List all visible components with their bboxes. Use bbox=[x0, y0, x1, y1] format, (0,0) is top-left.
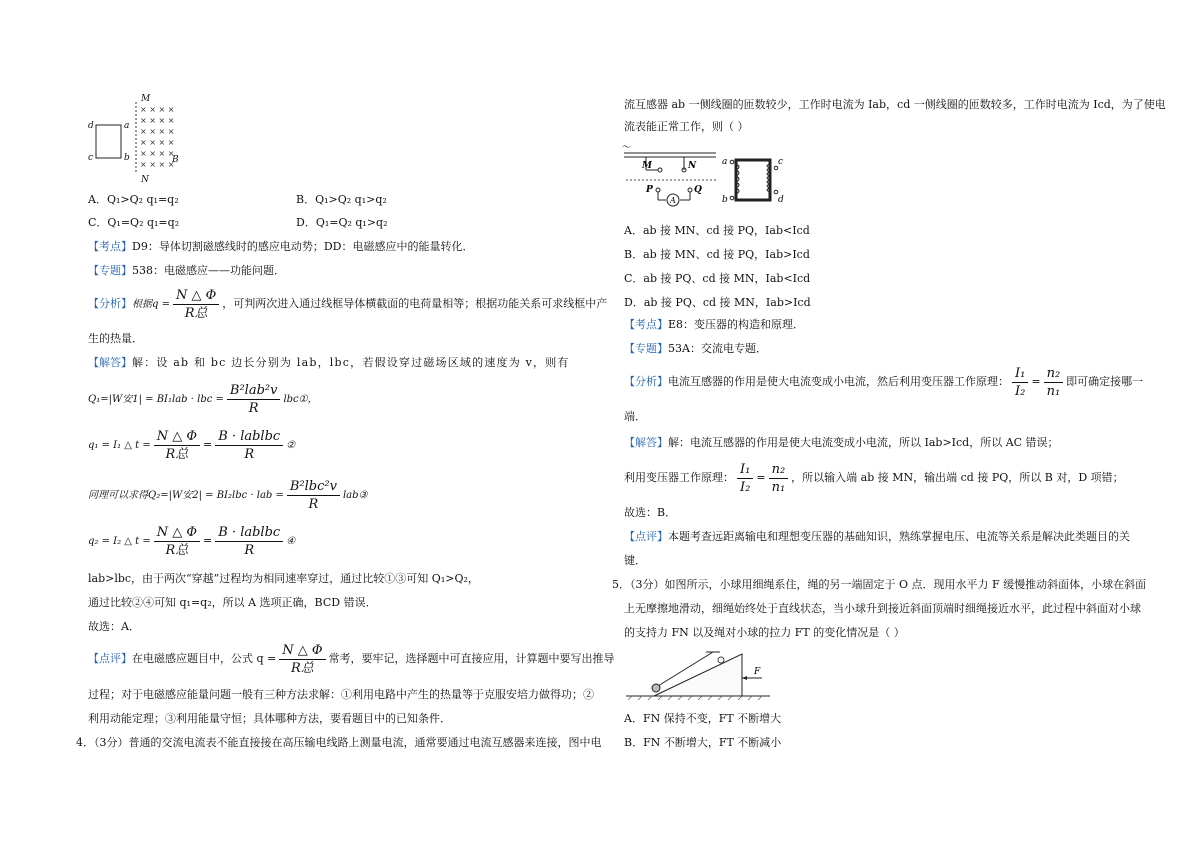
zhuanti-tag: 【专题】 bbox=[624, 342, 668, 355]
numerator: B²lbc²v bbox=[287, 478, 340, 496]
question-5-stem-3: 的支持力 FN 以及绳对小球的拉力 FT 的变化情况是（ ） bbox=[624, 626, 905, 639]
fraction-b2lab2v bbox=[227, 382, 281, 417]
denominator: R总 bbox=[165, 446, 189, 462]
question-5-stem-2: 上无摩擦地滑动，细绳始终处于直线状态，当小球升到接近斜面顶端时细绳接近水平，此过程中斜面对小球 bbox=[624, 602, 1141, 615]
dianping-tag: 【点评】 bbox=[88, 652, 132, 665]
eq-q2-lead: 同理可以求得Q₂=|W安2| = BI₂lbc · lab = bbox=[88, 490, 284, 501]
label-c: c bbox=[778, 157, 784, 167]
numerator: B · lablbc bbox=[215, 524, 283, 542]
dianping-text: 本题考查远距离输电和理想变压器的基础知识，熟练掌握电压、电流等关系是解决此类题目的关 bbox=[668, 530, 1130, 543]
kaodian-line bbox=[88, 240, 473, 254]
label-n: N bbox=[141, 175, 149, 184]
fraction-n2-n1 bbox=[1044, 365, 1064, 400]
label-n: N bbox=[688, 161, 697, 171]
q4-answer-line: 故选：B． bbox=[624, 506, 677, 519]
label-d: d bbox=[88, 121, 94, 131]
option-d: D．Q₁=Q₂ q₁>q₂ bbox=[296, 216, 388, 229]
equation-q1 bbox=[88, 378, 318, 421]
svg-text:× × × ×: × × × × bbox=[140, 160, 175, 169]
fenxi-post: ，可判两次进入通过线框导体横截面的电荷量相等；根据功能关系可求线框中产 bbox=[222, 297, 608, 310]
label-m: M bbox=[141, 94, 151, 104]
q4-option-c: C．ab 接 PQ、cd 接 MN，Iab<Icd bbox=[624, 272, 811, 285]
question-4-stem: 4．（3分）普通的交流电流表不能直接接在高压输电线路上测量电流，通常要通过电流互感器来连接，图中电 bbox=[76, 736, 602, 749]
denominator: R总 bbox=[291, 660, 314, 676]
fenxi-line bbox=[88, 284, 607, 325]
jieda-text: 解：电流互感器的作用是使大电流变成小电流，所以 Iab>Icd，所以 AC 错误； bbox=[668, 436, 1059, 449]
dianping-line-2: 过程；对于电磁感应能量问题一般有三种方法求解：①利用电路中产生的热量等于克服安培力做得功；② bbox=[88, 688, 594, 701]
equation-qb: q₂ = I₂ △ t = $\frac{N \triangle \Phi}{\text{R总}}$ = $\frac{\text{B · lablbc}}{R}$ ④ bbox=[88, 524, 296, 558]
eq-qa-post: ② bbox=[286, 440, 296, 451]
fraction-blablbc-2 bbox=[215, 524, 283, 559]
svg-text:× × × ×: × × × × bbox=[140, 149, 175, 158]
fraction-ndphi bbox=[154, 428, 200, 463]
q4-option-b: B．ab 接 MN、cd 接 PQ，Iab>Icd bbox=[624, 248, 810, 261]
eq-q1-post: lbc①， bbox=[283, 394, 318, 405]
q4-jieda-line-2: 利用变压器工作原理： $\frac{\text{I₁}}{\text{I₂}}$ = $\frac{\text{n₂}}{\text{n₁}}$ ，所以输入端 ab 接 MN，输出端 cd 接 PQ，所以 B 对，D 项错； bbox=[624, 461, 1124, 495]
denominator: R总 bbox=[165, 542, 189, 558]
kaodian-tag: 【考点】 bbox=[88, 240, 132, 253]
jieda-tag: 【解答】 bbox=[88, 356, 132, 369]
dianping-post: 常考，要牢记，选择题中可直接应用，计算题中要写出推导 bbox=[328, 652, 615, 665]
compare-line-2: 通过比较②④可知 q₁=q₂，所以 A 选项正确，BCD 错误． bbox=[88, 596, 377, 609]
current-transformer-figure bbox=[620, 140, 800, 216]
dianping-pre: 在电磁感应题目中，公式 q = bbox=[132, 652, 277, 665]
q4-dianping-line bbox=[624, 530, 1130, 544]
q4-jieda-line bbox=[624, 436, 1059, 450]
eq-q1-pre: Q₁=|W安1| = BI₁l bbox=[88, 394, 176, 405]
numerator: N △ Φ bbox=[173, 287, 219, 305]
jieda-text: 解：设 ab 和 bc 边长分别为 lab，lbc，若假设穿过磁场区域的速度为 v，则有 bbox=[132, 356, 570, 369]
equation-qa: q₁ = I₁ △ t = $\frac{N \triangle \Phi}{\text{R总}}$ = $\frac{\text{B · lablbc}}{R}$ ② bbox=[88, 428, 296, 462]
equation-q2 bbox=[88, 474, 368, 517]
label-a: a bbox=[722, 157, 728, 167]
fraction-ndphi-rzong bbox=[173, 287, 219, 322]
incline-ball-figure bbox=[624, 646, 774, 704]
svg-text:× × × ×: × × × × bbox=[140, 105, 175, 114]
kaodian-tag: 【考点】 bbox=[624, 318, 668, 331]
svg-text:× × × ×: × × × × bbox=[140, 116, 175, 125]
compare-line-1: lab>lbc，由于两次“穿越”过程均为相同速率穿过，通过比较①③可知 Q₁>Q₂， bbox=[88, 572, 479, 585]
eq-qb-pre: q₂ = I₂ △ t = bbox=[88, 536, 151, 547]
svg-text:× × × ×: × × × × bbox=[140, 138, 175, 147]
eq-qa-pre: q₁ = I₁ △ t = bbox=[88, 440, 151, 451]
numerator: N △ Φ bbox=[279, 642, 325, 660]
jieda2-pre: 利用变压器工作原理： bbox=[624, 471, 734, 484]
question-4-stem-2: 流互感器 ab 一侧线圈的匝数较少，工作时电流为 Iab，cd 一侧线圈的匝数较多，工作时电流为 Icd，为了使电 bbox=[624, 98, 1166, 111]
eq-q1-mid: ab · lbc = bbox=[175, 394, 224, 405]
fenxi-post: 即可确定接哪一 bbox=[1066, 375, 1144, 388]
fraction-i1-i2-2 bbox=[737, 461, 753, 496]
ammeter-label: A bbox=[670, 196, 676, 205]
fraction-n2-n1-2 bbox=[769, 461, 789, 496]
jieda2-post: ，所以输入端 ab 接 MN，输出端 cd 接 PQ，所以 B 对，D 项错； bbox=[791, 471, 1124, 484]
kaodian-text: E8：变压器的构造和原理． bbox=[668, 318, 805, 331]
magnetic-field-figure bbox=[86, 92, 196, 184]
q5-option-b: B．FN 不断增大，FT 不断减小 bbox=[624, 736, 782, 749]
zhuanti-text: 538：电磁感应——功能问题． bbox=[132, 264, 285, 277]
dianping-line bbox=[88, 638, 615, 680]
jieda-line bbox=[88, 356, 570, 370]
denominator: I₂ bbox=[740, 479, 751, 495]
q4-kaodian-line bbox=[624, 318, 804, 332]
question-4-stem-3: 流表能正常工作，则（ ） bbox=[624, 120, 749, 133]
fenxi-pre: 根据q = bbox=[132, 299, 170, 310]
fraction-i1-i2 bbox=[1012, 365, 1028, 400]
question-5-stem: 5．（3分）如图所示，小球用细绳系住，绳的另一端固定于 O 点．现用水平力 F 缓慢推动斜面体，小球在斜面 bbox=[612, 578, 1147, 591]
denominator: R bbox=[308, 496, 319, 512]
fenxi-pre: 电流互感器的作用是使大电流变成小电流，然后利用变压器工作原理： bbox=[668, 375, 1009, 388]
kaodian-text: D9：导体切割磁感线时的感应电动势；DD：电磁感应中的能量转化． bbox=[132, 240, 474, 253]
eq-q2-post: lab③ bbox=[342, 490, 368, 501]
q5-option-a: A．FN 保持不变，FT 不断增大 bbox=[624, 712, 782, 725]
svg-text:× × × ×: × × × × bbox=[140, 127, 175, 136]
label-c: c bbox=[88, 153, 94, 163]
numerator: N △ Φ bbox=[154, 524, 200, 542]
option-c: C．Q₁=Q₂ q₁=q₂ bbox=[88, 216, 180, 229]
ac-source-symbol: ～ bbox=[622, 143, 632, 153]
denominator: I₂ bbox=[1015, 383, 1026, 399]
numerator: B²lab²v bbox=[227, 382, 281, 400]
zhuanti-line bbox=[88, 264, 285, 278]
fraction-ndphi-3 bbox=[279, 642, 325, 677]
label-m: M bbox=[642, 161, 652, 171]
q4-fenxi-line-2: 端． bbox=[624, 410, 646, 423]
jieda-tag: 【解答】 bbox=[624, 436, 668, 449]
numerator: B · lablbc bbox=[215, 428, 283, 446]
fraction-ndphi-2 bbox=[154, 524, 200, 559]
numerator: N △ Φ bbox=[154, 428, 200, 446]
fenxi-line-2: 生的热量． bbox=[88, 332, 143, 345]
eq-qb-post: ④ bbox=[286, 536, 296, 547]
denominator: R bbox=[244, 446, 255, 462]
fenxi-tag: 【分析】 bbox=[88, 297, 132, 310]
numerator: n₂ bbox=[769, 461, 789, 479]
q4-dianping-line-2: 键． bbox=[624, 554, 646, 567]
denominator: R bbox=[248, 400, 259, 416]
fenxi-tag: 【分析】 bbox=[624, 375, 668, 388]
label-a: a bbox=[124, 121, 130, 131]
option-a: A．Q₁>Q₂ q₁=q₂ bbox=[88, 193, 179, 206]
numerator: n₂ bbox=[1044, 365, 1064, 383]
q4-option-d: D．ab 接 PQ、cd 接 MN，Iab>Icd bbox=[624, 296, 811, 309]
option-b: B．Q₁>Q₂ q₁>q₂ bbox=[296, 193, 387, 206]
zhuanti-tag: 【专题】 bbox=[88, 264, 132, 277]
dianping-line-3: 利用动能定理；③利用能量守恒；具体哪种方法，要看题目中的已知条件． bbox=[88, 712, 451, 725]
dianping-tag: 【点评】 bbox=[624, 530, 668, 543]
label-d: d bbox=[778, 195, 784, 205]
q4-option-a: A．ab 接 MN、cd 接 PQ，Iab<Icd bbox=[624, 224, 810, 237]
force-f-label: F bbox=[754, 667, 761, 677]
denominator: R bbox=[244, 542, 255, 558]
denominator: n₁ bbox=[771, 479, 786, 495]
denominator: R总 bbox=[184, 305, 208, 321]
fraction-b2lbc2v bbox=[287, 478, 340, 513]
label-b: b bbox=[722, 195, 728, 205]
label-b-field: B bbox=[172, 155, 179, 165]
denominator: n₁ bbox=[1046, 383, 1061, 399]
numerator: I₁ bbox=[737, 461, 753, 479]
answer-line: 故选：A． bbox=[88, 620, 140, 633]
zhuanti-text: 53A：交流电专题． bbox=[668, 342, 767, 355]
label-b: b bbox=[124, 153, 130, 163]
label-q: Q bbox=[694, 185, 702, 195]
q4-fenxi-line: 【分析】电流互感器的作用是使大电流变成小电流，然后利用变压器工作原理： $\frac{\text{I₁}}{\text{I₂}}$ = $\frac{\text{n₂}}{\text{n₁}}$ 即可确定接哪一 bbox=[624, 365, 1144, 399]
label-p: P bbox=[646, 185, 653, 195]
fraction-blablbc bbox=[215, 428, 283, 463]
numerator: I₁ bbox=[1012, 365, 1028, 383]
q4-zhuanti-line bbox=[624, 342, 767, 356]
